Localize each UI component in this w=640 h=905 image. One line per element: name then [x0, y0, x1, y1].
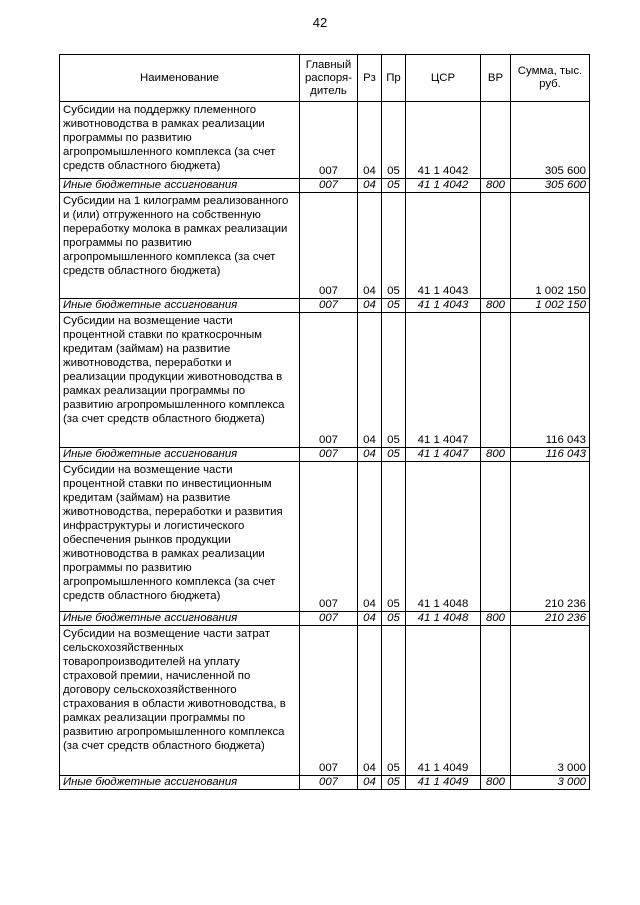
table-subrow: [60, 448, 590, 462]
row-pr: 05: [382, 102, 406, 179]
row-vr: [481, 462, 511, 612]
header-rz: Рз: [358, 55, 382, 102]
table-row: [60, 102, 590, 179]
subrow-pr: 05: [382, 299, 406, 313]
subrow-csr: 41 1 4049: [406, 776, 481, 790]
table-subrow: [60, 612, 590, 626]
subrow-csr: 41 1 4043: [406, 299, 481, 313]
row-grbs: 007: [300, 626, 358, 776]
row-name: Субсидии на возмещение части процентной ставки по инвестиционным кредитам (займам) на развитие животноводства, переработки и развития инфраструктуры и логистического обеспечения рынков продукции животноводства в рамках реализации программы по развитию агропромышленного комплекса (за счет средств областного бюджета): [60, 462, 300, 612]
row-grbs: 007: [300, 102, 358, 179]
subrow-sum: 3 000: [511, 776, 590, 790]
subrow-grbs: 007: [300, 612, 358, 626]
subrow-pr: 05: [382, 179, 406, 193]
subrow-rz: 04: [358, 179, 382, 193]
subrow-name: Иные бюджетные ассигнования: [60, 299, 300, 313]
header-csr: ЦСР: [406, 55, 481, 102]
row-rz: 04: [358, 313, 382, 448]
row-sum: 305 600: [511, 102, 590, 179]
subrow-sum: 210 236: [511, 612, 590, 626]
header-vr: ВР: [481, 55, 511, 102]
table-subrow: [60, 299, 590, 313]
subrow-csr: 41 1 4042: [406, 179, 481, 193]
subrow-vr: 800: [481, 612, 511, 626]
row-name: Субсидии на поддержку племенного животноводства в рамках реализации программы по развитию агропромышленного комплекса (за счет средств областного бюджета): [60, 102, 300, 179]
subrow-pr: 05: [382, 776, 406, 790]
row-csr: 41 1 4049: [406, 626, 481, 776]
row-csr: 41 1 4048: [406, 462, 481, 612]
row-vr: [481, 102, 511, 179]
row-vr: [481, 626, 511, 776]
subrow-sum: 116 043: [511, 448, 590, 462]
subrow-grbs: 007: [300, 776, 358, 790]
subrow-rz: 04: [358, 776, 382, 790]
table-row: [60, 313, 590, 448]
table-row: [60, 193, 590, 299]
subrow-sum: 305 600: [511, 179, 590, 193]
page-number: 42: [312, 15, 328, 30]
row-csr: 41 1 4047: [406, 313, 481, 448]
row-csr: 41 1 4042: [406, 102, 481, 179]
subrow-name: Иные бюджетные ассигнования: [60, 776, 300, 790]
row-grbs: 007: [300, 462, 358, 612]
row-pr: 05: [382, 462, 406, 612]
row-grbs: 007: [300, 193, 358, 299]
subrow-pr: 05: [382, 612, 406, 626]
subrow-grbs: 007: [300, 179, 358, 193]
header-pr: Пр: [382, 55, 406, 102]
subrow-rz: 04: [358, 299, 382, 313]
subrow-vr: 800: [481, 776, 511, 790]
subrow-grbs: 007: [300, 299, 358, 313]
row-vr: [481, 313, 511, 448]
budget-table: [59, 54, 590, 790]
row-csr: 41 1 4043: [406, 193, 481, 299]
row-sum: 3 000: [511, 626, 590, 776]
subrow-csr: 41 1 4047: [406, 448, 481, 462]
header-row: [60, 55, 590, 102]
subrow-vr: 800: [481, 299, 511, 313]
subrow-rz: 04: [358, 612, 382, 626]
row-name: Субсидии на 1 килограмм реализованного и (или) отгруженного на собственную переработку молока в рамках реализации программы по развитию агропромышленного комплекса (за счет средств областного бюджета): [60, 193, 300, 299]
row-sum: 1 002 150: [511, 193, 590, 299]
header-name: Наименование: [60, 55, 300, 102]
row-vr: [481, 193, 511, 299]
row-sum: 116 043: [511, 313, 590, 448]
subrow-rz: 04: [358, 448, 382, 462]
subrow-grbs: 007: [300, 448, 358, 462]
row-rz: 04: [358, 626, 382, 776]
row-rz: 04: [358, 462, 382, 612]
subrow-pr: 05: [382, 448, 406, 462]
subrow-name: Иные бюджетные ассигнования: [60, 179, 300, 193]
row-rz: 04: [358, 193, 382, 299]
header-grbs: Главный распоря-дитель: [300, 55, 358, 102]
subrow-sum: 1 002 150: [511, 299, 590, 313]
row-name: Субсидии на возмещение части процентной ставки по краткосрочным кредитам (займам) на развитие животноводства, переработки и реализации продукции животноводства в рамках реализации программы по развитию агропромышленного комплекса (за счет средств областного бюджета): [60, 313, 300, 448]
subrow-vr: 800: [481, 448, 511, 462]
row-pr: 05: [382, 193, 406, 299]
row-pr: 05: [382, 626, 406, 776]
row-grbs: 007: [300, 313, 358, 448]
subrow-name: Иные бюджетные ассигнования: [60, 448, 300, 462]
subrow-name: Иные бюджетные ассигнования: [60, 612, 300, 626]
table-subrow: [60, 179, 590, 193]
table-subrow: [60, 776, 590, 790]
subrow-csr: 41 1 4048: [406, 612, 481, 626]
table-row: [60, 462, 590, 612]
row-sum: 210 236: [511, 462, 590, 612]
table-row: [60, 626, 590, 776]
row-pr: 05: [382, 313, 406, 448]
row-rz: 04: [358, 102, 382, 179]
row-name: Субсидии на возмещение части затрат сельскохозяйственных товаропроизводителей на уплату страховой премии, начисленной по договору сельскохозяйственного страхования в области животноводства, в рамках реализации программы по развитию агропромышленного комплекса (за счет средств областного бюджета): [60, 626, 300, 776]
subrow-vr: 800: [481, 179, 511, 193]
header-sum: Сумма, тыс. руб.: [511, 55, 590, 102]
